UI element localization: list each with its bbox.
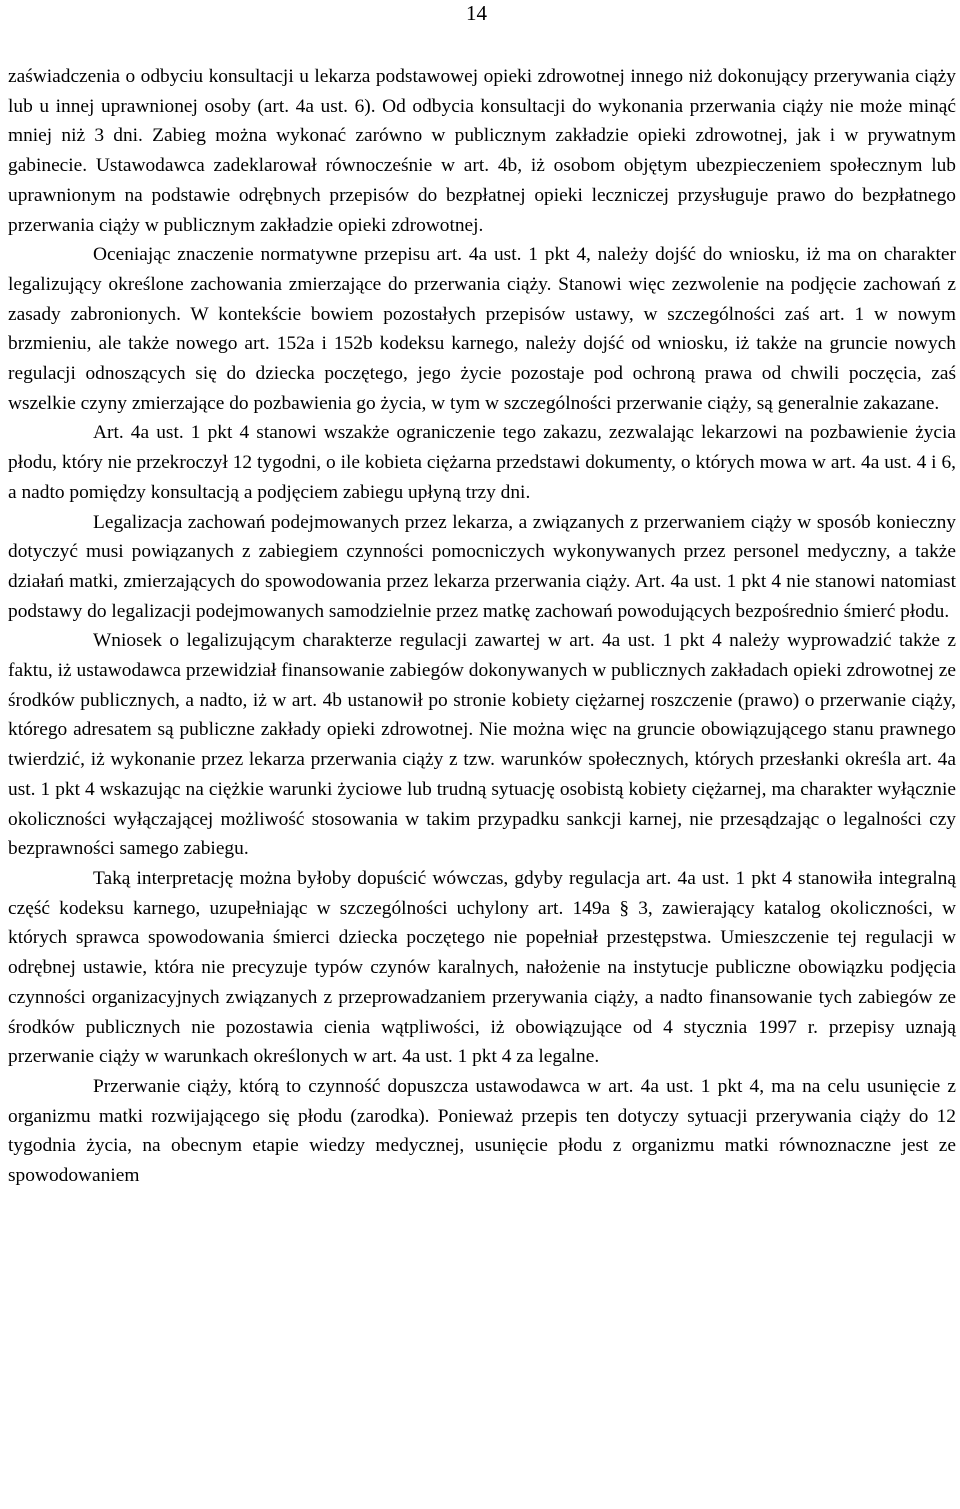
page-number: 14 (466, 1, 487, 25)
paragraph-5: Wniosek o legalizującym charakterze regulacji zawartej w art. 4a ust. 1 pkt 4 należy wyprowadzić także z faktu, iż ustawodawca przewidział finansowanie zabiegów dokonywanych w publicznych zakładach opieki zdrowotnej ze środków publicznych, a nadto, iż w art. 4b ustanowił po stronie kobiety ciężarnej roszczenie (prawo) o przerwanie ciąży, którego adresatem są publiczne zakłady opieki zdrowotnej. Nie można więc na gruncie obowiązującego stanu prawnego twierdzić, iż wykonanie przez lekarza przerwania ciąży z tzw. warunków społecznych, których przesłanki określa art. 4a ust. 1 pkt 4 wskazując na ciężkie warunki życiowe lub trudną sytuację osobistą kobiety ciężarnej, ma charakter wyłącznie okoliczności wyłączającej możliwość stosowania w takim przypadku sankcji karnej, nie przesądzając o legalności czy bezprawności samego zabiegu. (8, 630, 956, 860)
body-text (8, 62, 956, 1191)
paragraph-6: Taką interpretację można byłoby dopuścić wówczas, gdyby regulacja art. 4a ust. 1 pkt 4 stanowiła integralną część kodeksu karnego, uzupełniając w szczególności uchylony art. 149a § 3, zawierający katalog okoliczności, w których sprawca spowodowania śmierci dziecka poczętego nie popełniał przestępstwa. Umieszczenie tej regulacji w odrębnej ustawie, która nie precyzuje typów czynów karalnych, nałożenie na instytucje publiczne obowiązku podjęcia czynności organizacyjnych związanych z przeprowadzaniem przerywania ciąży, a nadto finansowanie tych zabiegów ze środków publicznych nie pozostawia cienia wątpliwości, iż obowiązujące od 4 stycznia 1997 r. przepisy uznają przerwanie ciąży w warunkach określonych w art. 4a ust. 1 pkt 4 za legalne. (8, 867, 956, 1068)
paragraph-4: Legalizacja zachowań podejmowanych przez lekarza, a związanych z przerwaniem ciąży w sposób konieczny dotyczyć musi powiązanych z zabiegiem czynności pomocniczych wykonywanych przez personel medyczny, a także działań matki, zmierzających do spowodowania przez lekarza przerwania ciąży. Art. 4a ust. 1 pkt 4 nie stanowi natomiast podstawy do legalizacji podejmowanych samodzielnie przez matkę zachowań powodujących bezpośrednio śmierć płodu. (8, 511, 956, 622)
paragraph-7: Przerwanie ciąży, którą to czynność dopuszcza ustawodawca w art. 4a ust. 1 pkt 4, ma na celu usunięcie z organizmu matki rozwijającego się płodu (zarodka). Ponieważ przepis ten dotyczy sytuacji przerywania ciąży do 12 tygodnia życia, na obecnym etapie wiedzy medycznej, usunięcie płodu z organizmu matki równoznaczne jest ze spowodowaniem (8, 1075, 956, 1187)
paragraph-1: zaświadczenia o odbyciu konsultacji u lekarza podstawowej opieki zdrowotnej innego niż dokonujący przerywania ciąży lub u innej uprawnionej osoby (art. 4a ust. 6). Od odbycia konsultacji do wykonania przerwania ciąży nie może minąć mniej niż 3 dni. Zabieg można wykonać zarówno w publicznym zakładzie opieki zdrowotnej, jak i w prywatnym gabinecie. Ustawodawca zadeklarował równocześnie w art. 4b, iż osobom objętym ubezpieczeniem społecznym lub uprawnionym na podstawie odrębnych przepisów do bezpłatnej opieki leczniczej przysługuje prawo do bezpłatnego przerwania ciąży w publicznym zakładzie opieki zdrowotnej. (8, 66, 956, 236)
paragraph-2: Oceniając znaczenie normatywne przepisu art. 4a ust. 1 pkt 4, należy dojść do wniosku, iż ma on charakter legalizujący określone zachowania zmierzające do przerwania ciąży. Stanowi więc zezwolenie na podjęcie zachowań z zasady zabronionych. W kontekście bowiem pozostałych przepisów ustawy, w szczególności zaś art. 1 w nowym brzmieniu, ale także nowego art. 152a i 152b kodeksu karnego, należy dojść od wniosku, iż także na gruncie nowych regulacji odnoszących się do dziecka poczętego, jego życie pozostaje pod ochroną prawa od chwili poczęcia, zaś wszelkie czyny zmierzające do pozbawienia go życia, w tym w szczególności przerwanie ciąży, są generalnie zakazane. (8, 244, 956, 414)
paragraph-3: Art. 4a ust. 1 pkt 4 stanowi wszakże ograniczenie tego zakazu, zezwalając lekarzowi na pozbawienie życia płodu, który nie przekroczył 12 tygodni, o ile kobieta ciężarna przedstawi dokumenty, o których mowa w art. 4a ust. 4 i 6, a nadto pomiędzy konsultacją a podjęciem zabiegu upłyną trzy dni. (8, 422, 956, 503)
